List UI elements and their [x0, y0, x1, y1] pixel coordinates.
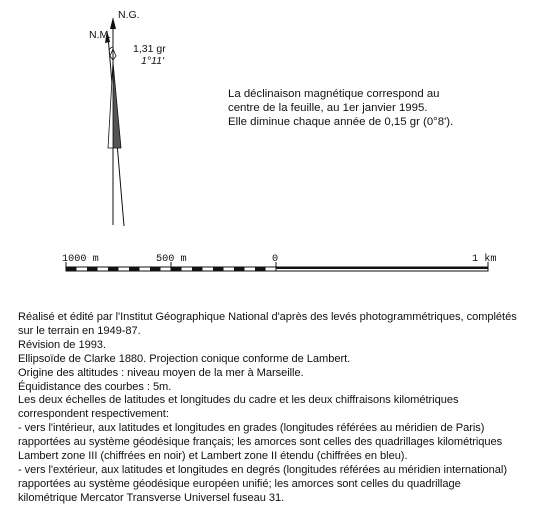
credits-line: - vers l'intérieur, aux latitudes et longitudes en grades (longitudes référées au méridien de Paris) [18, 422, 485, 435]
scale-segment [150, 267, 161, 271]
scale-bar [0, 250, 550, 280]
scale-segment [276, 267, 488, 269]
credits-line: - vers l'extérieur, aux latitudes et longitudes en degrés (longitudes référées au méridien international) [18, 463, 507, 476]
scale-segment [213, 267, 224, 271]
credits-line: Lambert zone III (chiffrées en noir) et Lambert zone II étendu (chiffrées en bleu). [18, 450, 408, 463]
declination-angle-degrees: 1°11' [141, 55, 164, 67]
credits-line: rapportées au système géodésique européen unifié; les amorces sont celles du quadrillage [18, 477, 461, 490]
scale-label-0: 0 [272, 254, 279, 265]
credits-line: correspondent respectivement: [18, 408, 169, 421]
scale-label-1000m: 1000 m [62, 254, 99, 265]
credits-line: Ellipsoïde de Clarke 1880. Projection conique conforme de Lambert. [18, 352, 351, 365]
credits-line: Origine des altitudes : niveau moyen de la mer à Marseille. [18, 366, 304, 379]
scale-segment [171, 267, 182, 271]
credits-line: Révision de 1993. [18, 338, 106, 351]
geographic-north-arrow-icon [110, 17, 116, 29]
scale-segment [234, 267, 245, 271]
declination-note [228, 87, 488, 129]
credits-line: rapportées au système géodésique français; les amorces sont celles des quadrillages kilométriques [18, 436, 503, 449]
note-line: La déclinaison magnétique correspond au [228, 88, 440, 100]
credits-line: Les deux échelles de latitudes et longitudes du cadre et les deux chiffraisons kilométriques [18, 394, 459, 407]
credits-line: sur le terrain en 1949-87. [18, 324, 141, 337]
credits-line: Équidistance des courbes : 5m. [18, 380, 172, 393]
scale-segment [108, 267, 119, 271]
declination-angle-grades: 1,31 gr [133, 43, 166, 55]
scale-segment [129, 267, 140, 271]
scale-segment [87, 267, 98, 271]
scale-segment [192, 267, 203, 271]
scale-label-500m: 500 m [156, 254, 187, 265]
magnetic-north-label: N.M. [89, 29, 112, 41]
scale-label-1km: 1 km [472, 254, 497, 265]
credits-line: Réalisé et édité par l'Institut Géographique National d'après des levés photogrammétriques, complétés [18, 311, 517, 323]
geographic-north-label: N.G. [118, 9, 140, 21]
scale-segment [66, 267, 77, 271]
note-line: centre de la feuille, au 1er janvier 1995. [228, 102, 428, 114]
scale-segment [255, 267, 266, 271]
declination-diagram [0, 0, 160, 235]
map-credits [18, 311, 542, 506]
declination-needle-icon [113, 62, 121, 148]
credits-line: kilométrique Mercator Transverse Universel fuseau 31. [18, 491, 285, 504]
note-line: Elle diminue chaque année de 0,15 gr (0°8'). [228, 116, 454, 128]
